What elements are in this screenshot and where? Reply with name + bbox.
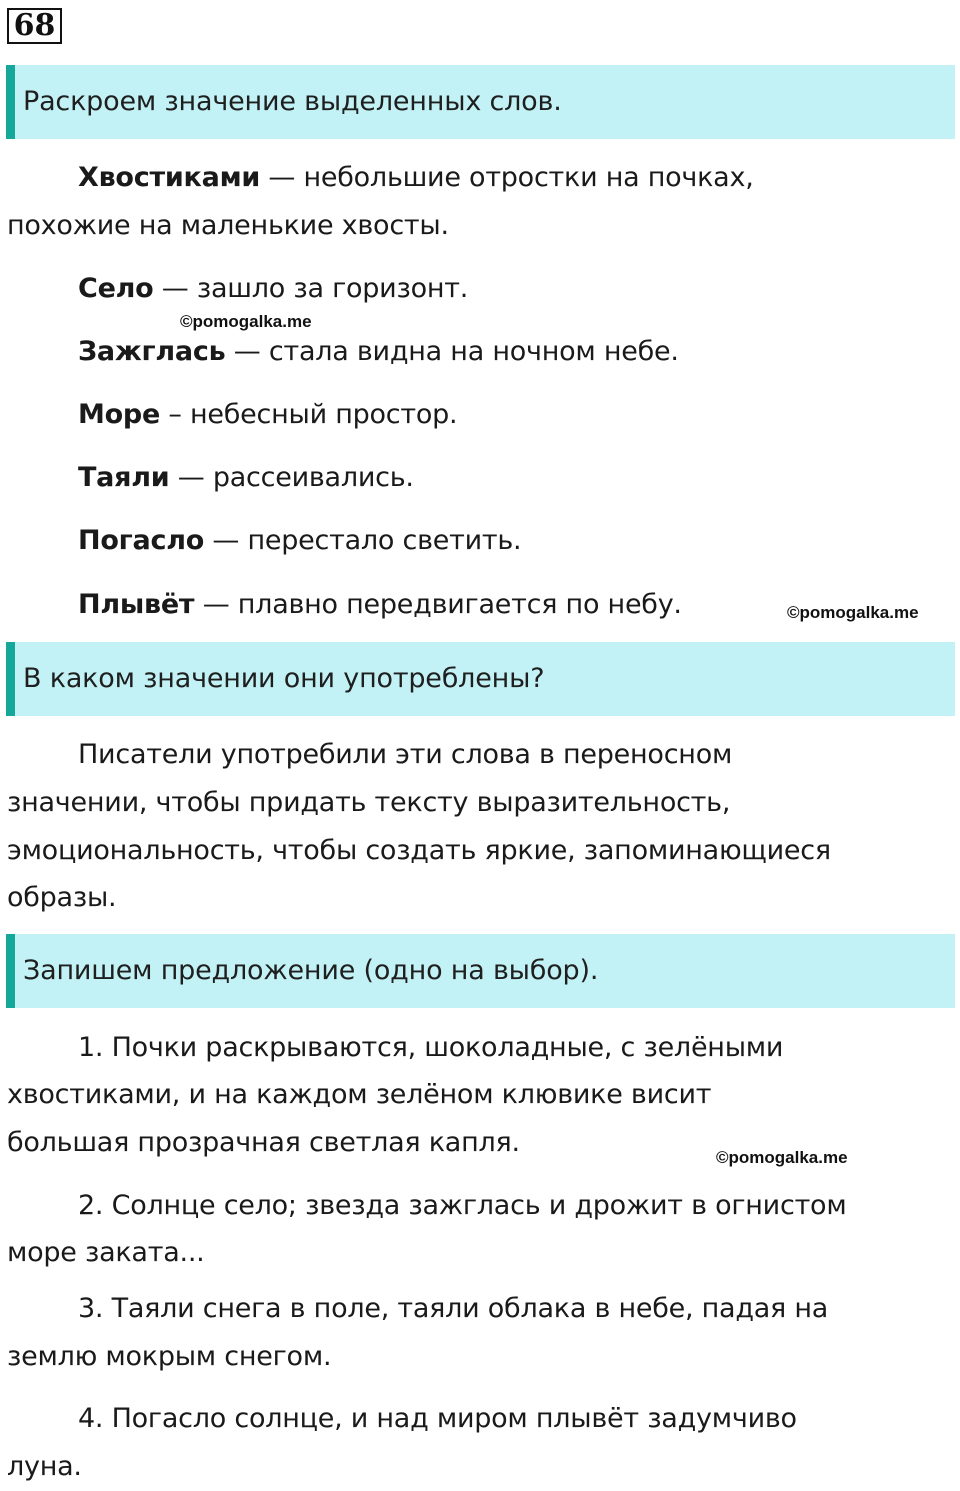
explanation-line: эмоциональность, чтобы создать яркие, запоминающиеся [7,835,831,866]
definition-dash: — [212,525,240,556]
definition-dash: — [202,589,230,620]
sentence-line: большая прозрачная светлая капля. [7,1127,520,1158]
definition-text: стала видна на ночном небе. [268,336,679,367]
section-heading-meanings [6,65,955,139]
section-heading-text: Раскроем значение выделенных слов. [23,86,562,117]
sentence-line: 1. Почки раскрываются, шоколадные, с зелёными [78,1032,784,1063]
section-heading-usage [6,642,955,716]
definition-text: небесный простор. [190,399,458,430]
definition-word: Таяли [78,462,170,493]
definition-dash: — [161,273,189,304]
section-heading-sentences [6,934,955,1008]
definition-dash: — [233,336,261,367]
definition-word: Зажглась [78,336,226,367]
definition-item [78,454,414,502]
definition-word: Погасло [78,525,205,556]
definition-item [78,265,468,313]
definition-word: Хвостиками [78,162,261,193]
sentence-line: луна. [7,1451,82,1482]
explanation-line: значении, чтобы придать тексту выразительность, [7,787,731,818]
definition-item [78,328,679,376]
definition-word: Море [78,399,161,430]
sentence-line: 4. Погасло солнце, и над миром плывёт задумчиво [78,1403,797,1434]
definition-item [78,581,682,629]
sentence-line: 2. Солнце село; звезда зажглась и дрожит в огнистом [78,1190,847,1221]
definition-dash: — [177,462,205,493]
explanation-line: образы. [7,882,117,913]
definition-continuation: похожие на маленькие хвосты. [7,210,449,241]
definition-text: рассеивались. [212,462,414,493]
explanation-line: Писатели употребили эти слова в переносном [78,739,733,770]
definition-word: Плывёт [78,589,195,620]
sentence-line: землю мокрым снегом. [7,1341,332,1372]
definition-dash: — [268,162,296,193]
watermark: ©pomogalka.me [787,603,919,622]
exercise-number: 68 [7,8,62,44]
watermark: ©pomogalka.me [180,312,312,331]
definition-dash: – [168,399,182,430]
sentence-line: море заката... [7,1237,205,1268]
definition-item [78,517,521,565]
definition-text: небольшие отростки на почках, [303,162,754,193]
definition-item [78,391,457,439]
sentence-line: 3. Таяли снега в поле, таяли облака в небе, падая на [78,1293,829,1324]
section-heading-text: Запишем предложение (одно на выбор). [23,955,599,986]
definition-text: перестало светить. [247,525,522,556]
definition-word: Село [78,273,154,304]
definition-item [78,154,754,202]
definition-text: зашло за горизонт. [196,273,469,304]
definition-text: плавно передвигается по небу. [237,589,682,620]
sentence-line: хвостиками, и на каждом зелёном клювике висит [7,1079,712,1110]
watermark: ©pomogalka.me [716,1148,848,1167]
section-heading-text: В каком значении они употреблены? [23,663,545,694]
